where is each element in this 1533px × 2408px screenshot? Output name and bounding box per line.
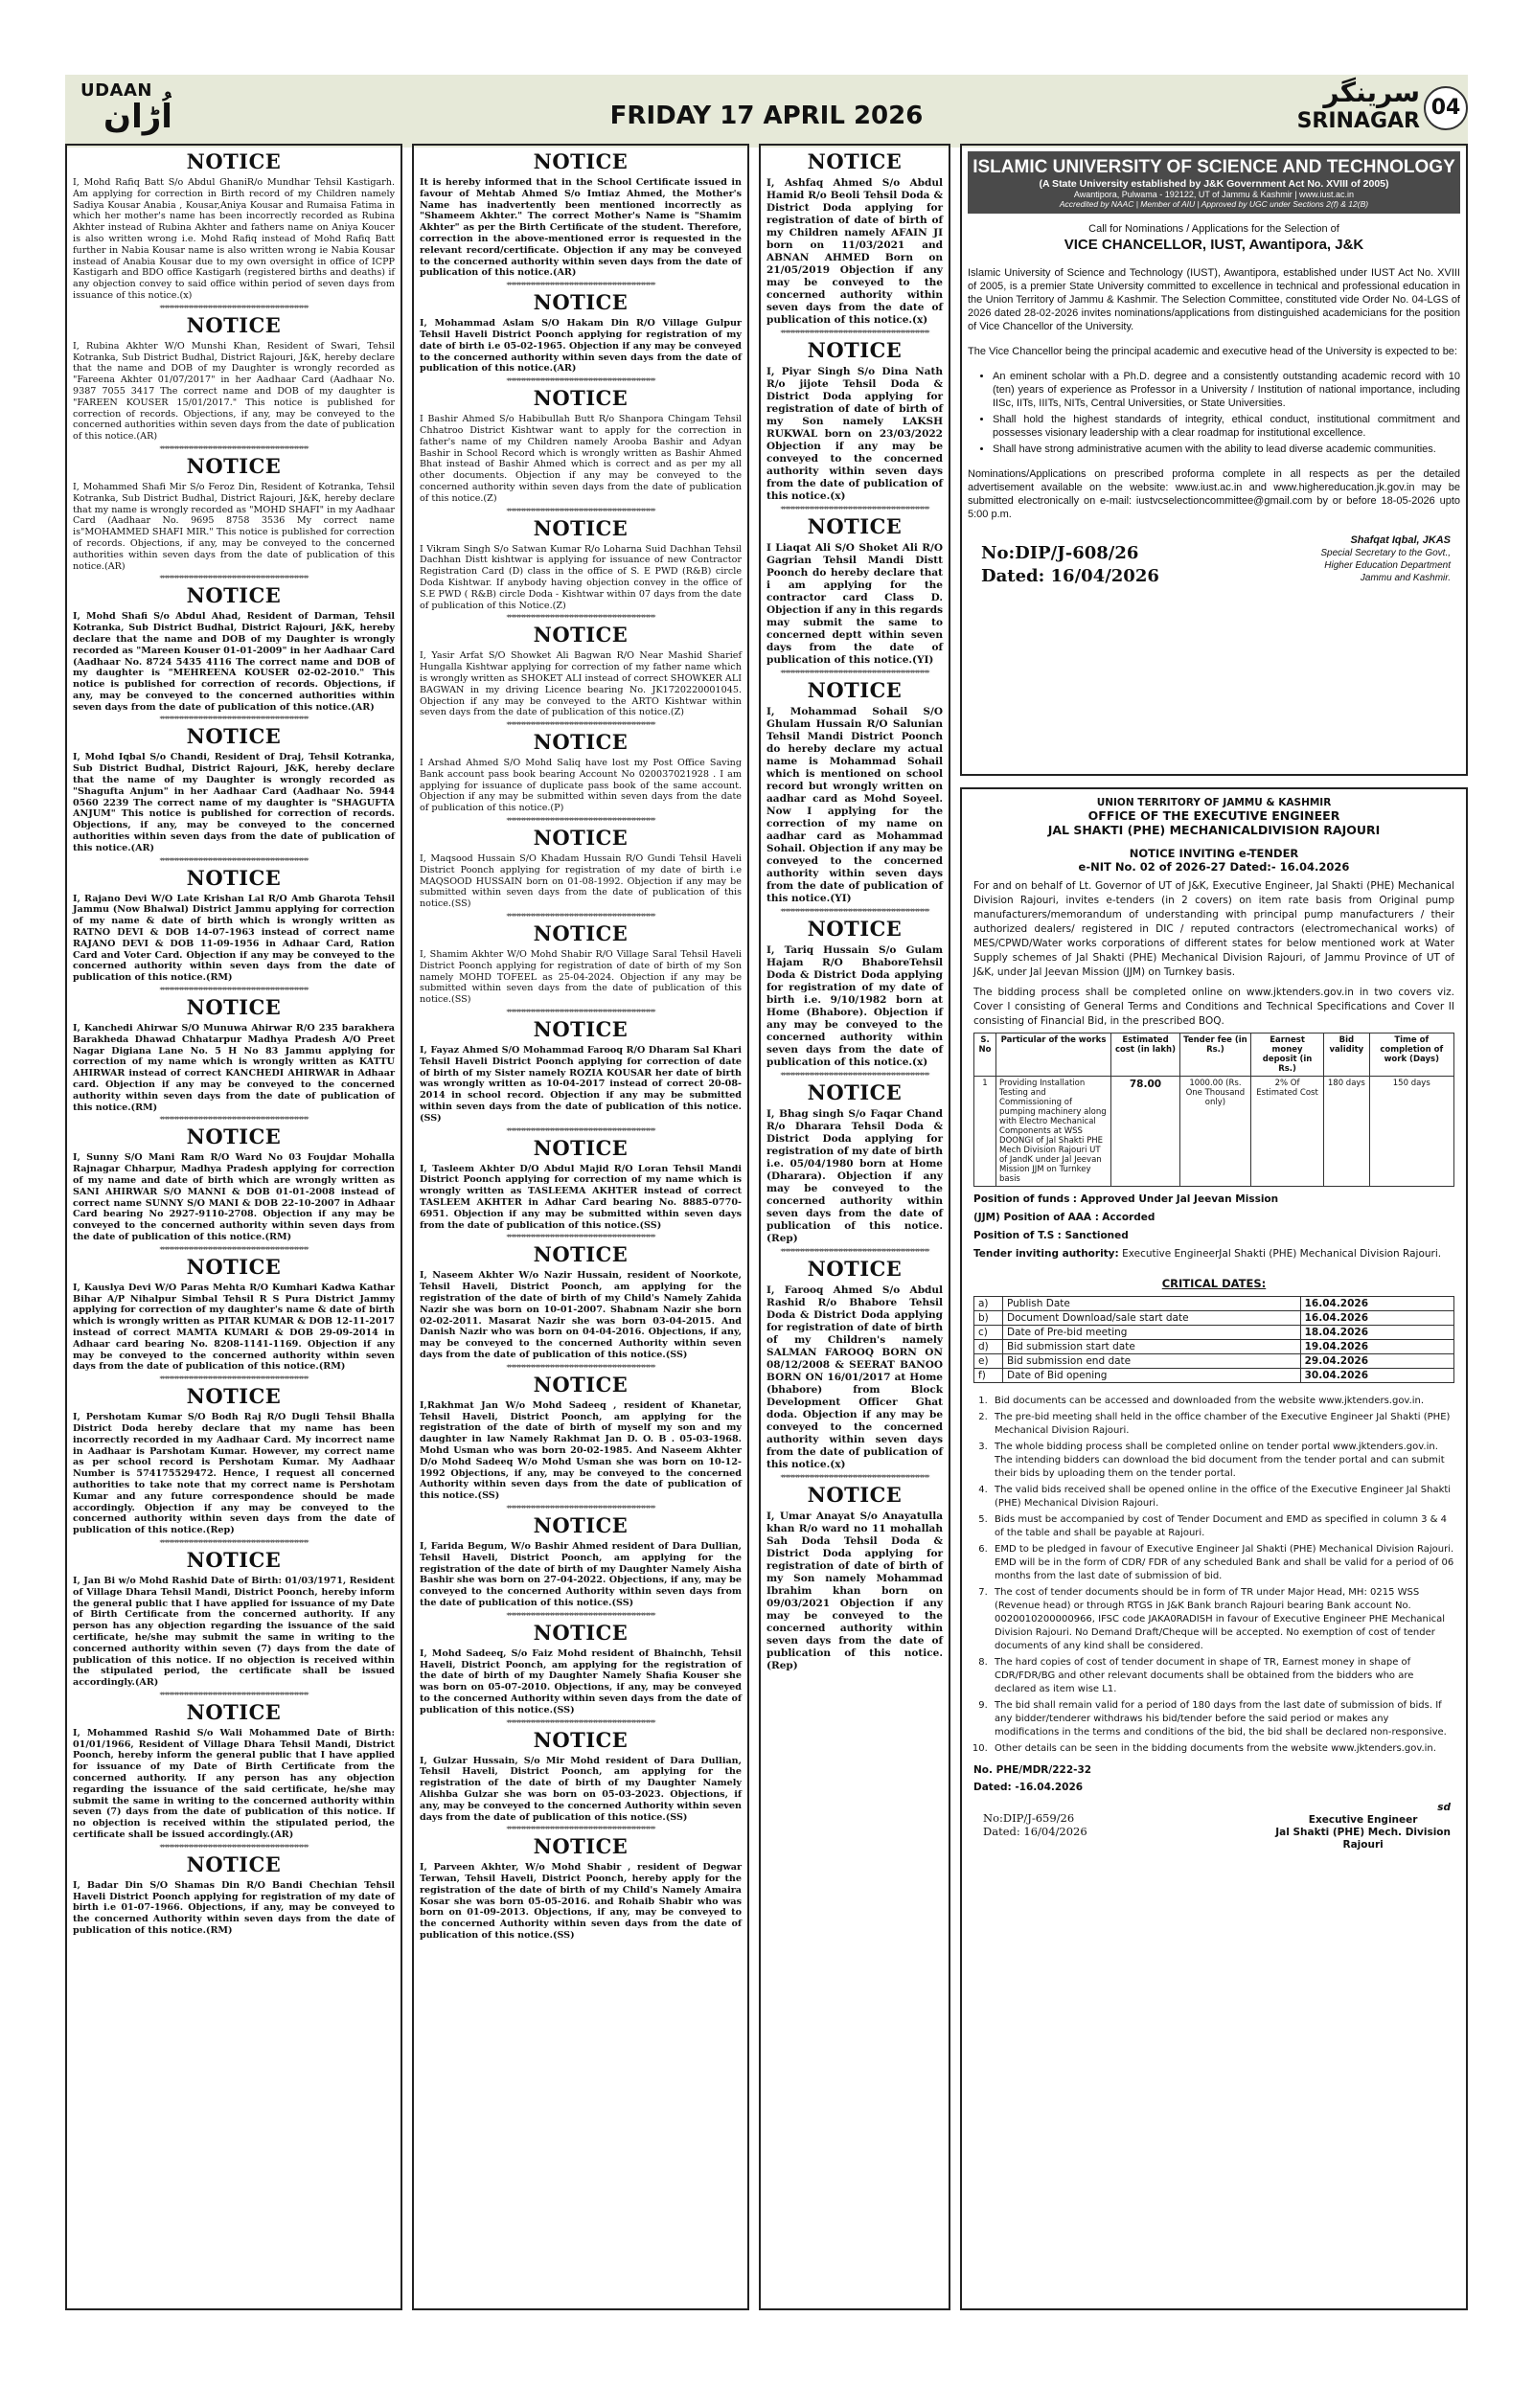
notice-separator: ************************************************************** — [506, 1826, 655, 1834]
funds-value: : Approved Under Jal Jeevan Mission — [1072, 1193, 1279, 1205]
notice-body: I, Kanchedi Ahirwar S/O Munuwa Ahirwar R/O 235 barakhera Barakheda Dhawad Chhatarpur Madhya Pradesh A/O Preet Nagar Digiana Lane No. 5 H No 83 Jammu applying for correction of my name which is wrongly written as KATTU AHIRWAR instead of correct KANCHEDI AHIRWAR in Adhaar card. Objection if any may be conveyed to the concerned authority within seven days from the date of publication of this notice.(RM) — [73, 1023, 395, 1113]
notice-title: NOTICE — [186, 312, 282, 337]
table-cell: Providing Installation Testing and Commissioning of pumping machinery along with Electro Mechanical Components at WSS DOONGI of Jal Shakti PHE Mech Division Rajouri UT of JandK under Jal Jeevan Mission JJM on Turnkey basis — [996, 1077, 1111, 1187]
notice-separator: ************************************************************** — [159, 716, 309, 724]
critical-date-cell: Bid submission end date — [1003, 1354, 1301, 1369]
notice-body: I Liaqat Ali S/O Shoket Ali R/O Gagrian Tehsil Mandi Distt Poonch do hereby declare that i am applying for the contractor card Class D. Objection if any in this regards may submit the same to concerned deptt within seven days from the date of publication of this notice.(YI) — [766, 542, 943, 666]
iust-address: Awantipora, Pulwama - 192122, UT of Jammu & Kashmir | www.iust.ac.in — [1073, 190, 1355, 199]
iust-signature — [1320, 534, 1451, 584]
notice-body: I,Rakhmat Jan W/o Mohd Sadeeq , resident of Khanetar, Tehsil Haveli, District Poonch, am applying for the registration of the date of birth of myself my son and my daughter in law Namely Rakhmat Jan D. O. B . 05-03-1968. Mohd Usman who was born 20-02-1985. And Naseem Akhter D/o Mohd Sadeeq W/o Mohd Usman she was born on 10-12-1992 Objections, if any, may be conveyed to the concerned Authority within seven days from the date of publication of this notice.(SS) — [420, 1399, 742, 1502]
notice-separator: ************************************************************** — [506, 913, 655, 921]
notice-separator: ************************************************************** — [506, 377, 655, 386]
tender-end-ref — [973, 1761, 1454, 1796]
notice-separator: ************************************************************** — [159, 987, 309, 995]
tender-sd: sd — [1437, 1802, 1451, 1813]
notice-body: I, Mohd Shafi S/o Abdul Ahad, Resident of Darman, Tehsil Kotranka, Sub District Budhal, District Rajouri, J&K, hereby declare that the name and DOB of my Daughter is wrongly recorded as "Mareen Kouser 01-01-2009" in her Aadhaar Card (Aadhaar No. 8724 5435 4116 The correct name and DOB of my daughter is "MEHREENA KOUSER 02-02-2010." This notice is published for correction of records. Objections, if any, may be conveyed to the concerned authorities within seven days from the date of publication of this notice.(AR) — [73, 611, 396, 713]
notice — [420, 150, 742, 279]
brand-name-en: UDAAN — [80, 80, 152, 101]
tender-rules-list — [991, 1395, 1454, 1756]
notice-title: NOTICE — [807, 149, 903, 173]
notice — [73, 1256, 395, 1373]
notice — [420, 1374, 742, 1502]
col-header: Particular of the works — [996, 1034, 1111, 1077]
iust-signatory-line: Jammu and Kashmir. — [1360, 573, 1451, 583]
notice-title: NOTICE — [533, 826, 629, 851]
tender-signatory — [1275, 1802, 1451, 1851]
notice-title: NOTICE — [186, 1699, 282, 1724]
notice — [420, 1729, 742, 1824]
notice-body: I, Mohammad Sohail S/O Ghulam Hussain R/O Salunian Tehsil Mandi District Poonch do hereby declare my actual name is Mohammad Sohail which is mentioned on school record but wrongly written on aadhar card as Mohd Soyeel. Now I applying for the correction of my name on aadhar card as Mohammad Sohail. Objection if any may be conveyed to the concerned authority within seven days from the date of publication of this notice.(YI) — [766, 706, 943, 904]
table-cell: 1 — [974, 1077, 996, 1187]
col-header: Bid validity — [1324, 1034, 1369, 1077]
notice-body: I, Yasir Arfat S/O Showket Ali Bagwan R/O Near Mashid Sharief Hungalla Kishtwar applying for correction of my father name which is wrongly written as SHOKET ALI instead of correct SHOWKER ALI BAGWAN in my driving Licence bearing No. JK1720220001045. Objection if any may be conveyed to the ARTO Kishtwar within seven days from the date of publication of this notice.(Z) — [420, 650, 742, 718]
notice-title: NOTICE — [533, 1017, 629, 1042]
notice — [73, 996, 395, 1113]
ts-label: Position of T.S — [973, 1230, 1055, 1241]
tender-dip-ref — [983, 1811, 1087, 1838]
tender-rule: 2. The pre-bid meeting shall held in the office chamber of the Executive Engineer Jal Shakti (PHE) Mechanical Division Rajouri. — [991, 1411, 1454, 1438]
notice-body: I, Parveen Akhter, W/o Mohd Shabir , resident of Degwar Terwan, Tehsil Haveli, District Poonch, hereby apply for the registration of the date of birth of my Child's Namely Amaira Kosar she was born 05-05-2016. and Rohaib Shabir who was born on 01-09-2013. Objections, if any, may be conveyed to the concerned Authority within seven days from the date of publication of this notice.(SS) — [420, 1862, 742, 1942]
critical-date-cell: a) — [974, 1297, 1003, 1311]
notice-body: I, Rubina Akhter W/O Munshi Khan, Resident of Swari, Tehsil Kotranka, Sub District Budhal, District Rajouri, J&K, hereby declare that the name and DOB of my Daughter is wrongly recorded as "Fareena Akhter 01/07/2017" in her Aadhaar Card (Aadhaar No. 9387 7055 3417 The correct name and DOB of my daughter is "FAREEN KOUSER 15/01/2017." This notice is published for correction of records. Objections, if any, may be conveyed to the concerned authorities within seven days from the date of publication of this notice.(AR) — [73, 340, 395, 443]
tender-rule: 10. Other details can be seen in the bidding documents from the website www.jktenders.gov.in. — [991, 1742, 1454, 1756]
iust-call-text: Call for Nominations / Applications for the Selection of — [1088, 223, 1339, 235]
notice-separator: ************************************************************** — [780, 908, 929, 916]
notice — [73, 150, 395, 302]
notice-separator: ************************************************************** — [780, 1072, 929, 1079]
tender-division: JAL SHAKTI (PHE) MECHANICALDIVISION RAJOURI — [1047, 823, 1381, 837]
table-row — [974, 1077, 1454, 1187]
notice-separator: ************************************************************** — [506, 1363, 655, 1372]
notice-title: NOTICE — [186, 1124, 282, 1149]
notice-title: NOTICE — [807, 678, 903, 702]
notice — [73, 1125, 395, 1242]
table-cell: 78.00 — [1111, 1077, 1180, 1187]
iust-signatory-line: Higher Education Department — [1324, 560, 1451, 571]
critical-date-cell: Document Download/sale start date — [1003, 1311, 1301, 1326]
notice-title: NOTICE — [533, 1512, 629, 1537]
tender-rule: 3. The whole bidding process shall be completed online on tender portal www.jktenders.gov.in. The intending bidders can download the bid document from the tender portal and can submit their bids by uploading them on the tender portal. — [991, 1441, 1454, 1481]
notice-title: NOTICE — [186, 1254, 282, 1279]
authority-value: Executive EngineerJal Shakti (PHE) Mechanical Division Rajouri. — [1122, 1248, 1442, 1260]
tender-ut: UNION TERRITORY OF JAMMU & KASHMIR — [1096, 797, 1332, 808]
notice — [766, 1081, 943, 1245]
city-name-ur: سرینگر — [1323, 77, 1420, 108]
notice-separator: ************************************************************** — [159, 856, 309, 865]
notice-separator: ************************************************************** — [159, 1843, 309, 1851]
city-name-en: SRINAGAR — [1296, 109, 1420, 133]
notice — [73, 725, 395, 853]
critical-date-cell: e) — [974, 1354, 1003, 1369]
notice-separator: ************************************************************** — [506, 1504, 655, 1512]
notice-title: NOTICE — [807, 1483, 903, 1507]
notice-body: I, Maqsood Hussain S/O Khadam Hussain R/O Gundi Tehsil Haveli District Poonch applying for registration of my date of birth i.e MAQSOOD HUSSAIN born on 01-08-1992. Objection if any may be submitted within seven days from the date of publication of this notice.(SS) — [420, 853, 742, 910]
aaa-label: (JJM) Position of AAA : — [973, 1212, 1099, 1223]
notice-body: I, Tasleem Akhter D/O Abdul Majid R/O Loran Tehsil Mandi District Poonch applying for correction of my name which is wrongly written as TASLEEMA AKHTER instead of correct TASLEEM AKHTER in Adhar Card bearing No. 8885-0770-6951. Objection if any may be submitted within seven days from the date of publication of this notice.(SS) — [420, 1163, 742, 1231]
notice-separator: ************************************************************** — [780, 329, 929, 337]
notice-body: I, Tariq Hussain S/o Gulam Hajam R/O BhaboreTehsil Doda & District Doda applying for registration of my date of birth i.e. 9/10/1982 born at Home (Bhabore). Objection if any may be conveyed to the concerned authority within seven days from the date of publication of this notice.(x) — [766, 944, 943, 1068]
notice-body: I, Mohd Rafiq Batt S/o Abdul GhaniR/o Mundhar Tehsil Kastigarh. Am applying for correction in Birth record of my Children namely Sadiya Kousar Anabia , Kousar,Aniya Kousar and Rumaisa Fatima in which her mother's name has been incorrectly recorded as Rubina Akhter instead of Rubina Akhter and fathers name on Aniya Koucer is also written wrong i.e. Mohd Rafiq instead of Mohd Rafiq Batt further in Nabia Kousar name is also written wrong ie Nabia Kousar instead of Anabia Kousar due to my own oversight in office of ICPP Kastigarh and BDO office Kastigarh (registered births and deaths) if any objection convey to said office within period of seven days from issuance of this notice.(x) — [73, 177, 395, 301]
notice — [420, 731, 742, 814]
table-cell: 1000.00 (Rs. One Thousand only) — [1179, 1077, 1250, 1187]
notice-separator: ************************************************************** — [159, 1116, 309, 1124]
critical-dates-title: CRITICAL DATES: — [1161, 1277, 1267, 1290]
notice — [766, 339, 943, 503]
critical-date-row — [974, 1354, 1454, 1369]
critical-date-cell: 16.04.2026 — [1300, 1297, 1453, 1311]
tender-dip-no: No:DIP/J-659/26 — [983, 1811, 1075, 1825]
tender-end-date: Dated: -16.04.2026 — [973, 1782, 1084, 1793]
notice-separator: ************************************************************** — [506, 1234, 655, 1242]
tender-rule: 8. The hard copies of cost of tender document in shape of TR, Earnest money in shape of CDR/FDR/BG and other relevant documents shall be obtained from the bidders who are declared as item wise L1. — [991, 1656, 1454, 1696]
notice-title: NOTICE — [533, 1620, 629, 1645]
iust-reference — [981, 542, 1159, 588]
notice-title: NOTICE — [186, 583, 282, 608]
notice-title: NOTICE — [807, 917, 903, 941]
notice-column-3 — [759, 144, 950, 2310]
funds-row — [973, 1191, 1454, 1209]
notice — [420, 1137, 742, 1232]
notice-title: NOTICE — [533, 515, 629, 540]
notice — [766, 918, 943, 1069]
tender-signature-block — [973, 1802, 1454, 1869]
notice-separator: ************************************************************** — [780, 506, 929, 513]
iust-subtitle: (A State University established by J&K Government Act No. XVIII of 2005) — [1039, 178, 1389, 190]
critical-date-row — [974, 1297, 1454, 1311]
tender-intro: For and on behalf of Lt. Governor of UT of J&K, Executive Engineer, Jal Shakti (PHE) Mechanical Division Rajouri, invites e-tenders (in 2 covers) on item rate basis from Original pump manufacturers/memorandum of understanding with principal pump manufacturers / their authorized dealers/ registered in DIC / reputed contractors (electromechanical works) of MES/CPWD/Water works corporations of different states for below mentioned work at Water Supply schemes of Jal Shakti (PHE) Mechanical Division Rajouri, of Jammu Province of UT of J&K, under Jal Jeevan Mission (JJM) on Turnkey basis. — [973, 880, 1454, 978]
tender-signatory-line: Rajouri — [1342, 1839, 1384, 1851]
notice-body: I, Kauslya Devi W/O Paras Mehta R/O Kumhari Kadwa Kathar Bihar A/P Nihalpur Simbal Tehsil R S Pura District Jammy applying for correction of my daughter's name & date of birth which is wrongly written as PITAR KUMAR & DOB 12-11-2017 instead of correct MAMTA KUMARI & DOB 29-09-2014 in Adhaar card bearing No. 8208-1141-1169. Objection if any may be conveyed to the concerned authority within seven days from the date of publication of this notice.(RM) — [73, 1282, 395, 1373]
notice-body: I, Ashfaq Ahmed S/o Abdul Hamid R/o Beoli Tehsil Doda & District Doda applying for registration of date of birth of my Children namely AFAIN JI born on 11/03/2021 and ABNAN AHMED Born on 21/05/2019 Objection if any may be conveyed to the concerned authority within seven days from the date of publication of this notice.(x) — [766, 177, 943, 326]
notice-body: I, Umar Anayat S/o Anayatulla khan R/o ward no 11 mohallah Sah Doda Tehsil Doda & District Doda applying for registration of date of birth of my Son namely Mohammad Ibrahim khan born on 09/03/2021 Objection if any may be conveyed to the concerned authority within seven days from the date of publication of this notice.(Rep) — [766, 1511, 943, 1671]
works-table-header — [974, 1034, 1454, 1077]
tender-office: OFFICE OF THE EXECUTIVE ENGINEER — [1087, 808, 1340, 823]
notice-title: NOTICE — [533, 290, 629, 315]
notice — [766, 150, 943, 327]
notice-body: I, Fayaz Ahmed S/O Mohammad Farooq R/O Dharam Sal Khari Tehsil Haveli District Poonch applying for correction of date of birth of my Sister namely ROZIA KOUSAR her date of birth was wrongly written as 10-04-2017 instead of correct 20-08-2014 in school record. Objection if any may be submitted within seven days from the date of publication of this notice.(SS) — [420, 1045, 742, 1124]
notice — [73, 1549, 395, 1689]
critical-date-cell: Date of Pre-bid meeting — [1003, 1326, 1301, 1340]
notice-title: NOTICE — [533, 1727, 629, 1752]
iust-signatory-line: Special Secretary to the Govt., — [1320, 548, 1451, 558]
notice-separator: ************************************************************** — [159, 1691, 309, 1699]
notice — [420, 517, 742, 612]
tender-positions — [973, 1191, 1454, 1263]
authority-row — [973, 1245, 1454, 1263]
table-cell: 2% Of Estimated Cost — [1250, 1077, 1323, 1187]
critical-date-cell: f) — [974, 1369, 1003, 1383]
notice-title: NOTICE — [533, 921, 629, 946]
tender-rule: 7. The cost of tender documents should be in form of TR under Major Head, MH: 0215 WSS (Revenue head) or through RTGS in J&K Bank branch Rajouri bearing Bank account No. 0020010200000966, IFSC code JAKA0RADISH in favour of Executive Engineer PHE Mechanical Division Rajouri. No Demand Draft/Cheque will be accepted. No exemption of cost of tender documents of any kind shall be considered. — [991, 1586, 1454, 1653]
authority-label: Tender inviting authority: — [973, 1248, 1119, 1260]
critical-date-cell: 30.04.2026 — [1300, 1369, 1453, 1383]
iust-header — [968, 151, 1460, 214]
iust-ref-date: Dated: 16/04/2026 — [981, 566, 1159, 586]
notice-separator: ************************************************************** — [506, 1126, 655, 1135]
notice-separator: ************************************************************** — [506, 507, 655, 515]
notice-column-1 — [65, 144, 402, 2310]
iust-ref-no: No:DIP/J-608/26 — [981, 543, 1139, 563]
notice-separator: ************************************************************** — [780, 670, 929, 677]
tender-title: NOTICE INVITING e-TENDER — [1129, 847, 1299, 860]
notice-title: NOTICE — [186, 1547, 282, 1572]
critical-date-row — [974, 1326, 1454, 1340]
tender-signatory-line: Executive Engineer — [1308, 1814, 1418, 1826]
aaa-row — [973, 1209, 1454, 1227]
notice-title: NOTICE — [533, 1372, 629, 1397]
critical-date-cell: 29.04.2026 — [1300, 1354, 1453, 1369]
notice — [766, 515, 943, 667]
notice-title: NOTICE — [186, 453, 282, 478]
iust-para-1: Islamic University of Science and Technology (IUST), Awantipora, established under IUST Act No. XVIII of 2005, is a premier State University committed to excellence in technical and professional education in the Union Territory of Jammu & Kashmir. The Selection Committee, constituted vide Order No. 04-LGS of 2026 dated 28-02-2026 invites nominations/applications from distinguished academicians for the position of Vice Chancellor of the University. — [968, 267, 1460, 332]
notice-separator: ************************************************************** — [159, 1245, 309, 1254]
ts-row — [973, 1227, 1454, 1245]
iust-criteria-item: • Shall have strong administrative acumen with the ability to lead diverse academic communities. — [993, 443, 1460, 456]
notice — [420, 1243, 742, 1360]
notice-body: I, Mohammed Shafi Mir S/o Feroz Din, Resident of Kotranka, Tehsil Kotranka, Sub District Budhal, District Rajouri, J&K, hereby declare that my name is wrongly recorded as "MOHD SHAFI" in my Aadhaar Card (Aadhaar No. 9695 8758 3536 My correct name is"MOHAMMED SHAFI MIR." This notice is published for correction of records. Objections, if any, may be conveyed to the concerned authorities within seven days from the date of publication of this notice.(AR) — [73, 481, 395, 572]
notice-title: NOTICE — [186, 995, 282, 1020]
notice-separator: ************************************************************** — [159, 575, 309, 583]
notice — [766, 1258, 943, 1471]
tender-end-no: No. PHE/MDR/222-32 — [973, 1764, 1092, 1776]
notice-title: NOTICE — [533, 1834, 629, 1859]
notice — [73, 1385, 395, 1536]
brand-name-ur: اُڑان — [103, 98, 172, 136]
tender-intro-2: The bidding process shall be completed online on www.jktenders.gov.in in two covers viz. Cover I consisting of General Terms and Conditions and Technical Specifications and Cover II consisting of Financial Bid, in the prescribed BOQ. — [973, 987, 1454, 1027]
col-header: Earnest money deposit (in Rs.) — [1250, 1034, 1323, 1077]
notice — [420, 1622, 742, 1716]
notice-separator: ************************************************************** — [506, 1718, 655, 1727]
notice-separator: ************************************************************** — [780, 1474, 929, 1482]
iust-criteria-item: • An eminent scholar with a Ph.D. degree and a consistently outstanding academic record with 10 (ten) years of experience as Professor in a University / Institution of national importance, including IISc, IITs, IIITs, NITs, Central Universities, or State Universities. — [993, 370, 1460, 410]
iust-advertisement — [960, 144, 1468, 776]
iust-para-3: Nominations/Applications on prescribed proforma complete in all respects as per the detailed advertisement available on the website: www.iust.ac.in and www.highereducation.jk.gov.in may be submitted electronically on e-mail: iustvcselectioncommittee@gmail.com by or before 18-05-2026 upto 5:00 p.m. — [968, 468, 1460, 520]
notice — [420, 387, 742, 504]
notice — [73, 314, 395, 443]
notice-separator: ************************************************************** — [506, 614, 655, 623]
notice-body: I, Farooq Ahmed S/o Abdul Rashid R/o Bhabore Tehsil Doda & District Doda applying for registration of date of birth of my Children's namely SALMAN FAROOQ BORN ON 08/12/2008 & SEERAT BANOO BORN ON 16/01/2017 at Home (bhabore) from Block Development Officer Ghat doda. Objection if any may be conveyed to the concerned authority within seven days from the date of publication of this notice.(x) — [766, 1284, 943, 1470]
notice-body: I, Bhag singh S/o Faqar Chand R/o Dharara Tehsil Doda & District Doda applying for registration of my date of birth i.e. 05/04/1980 born at Home (Dharara). Objection if any may be conveyed to the concerned authority within seven days from the date of publication of this notice. (Rep) — [766, 1108, 943, 1244]
notice-body: I, Mohd Sadeeq, S/o Faiz Mohd resident of Bhainchh, Tehsil Haveli, District Poonch, am applying for the registration of the date of birth of my Daughter Namely Shafia Kouser she was born on 05-07-2010. Objections, if any, may be conveyed to the concerned Authority within seven days from the date of publication of this notice.(SS) — [420, 1647, 742, 1715]
tender-rule: 6. EMD to be pledged in favour of Executive Engineer Jal Shakti (PHE) Mechanical Division Rajouri. EMD will be in the form of CDR/ FDR of any scheduled Bank and shall be valid for a period of 06 months from the last date of submission of bid. — [991, 1543, 1454, 1583]
notice-title: NOTICE — [807, 514, 903, 538]
critical-date-row — [974, 1369, 1454, 1383]
notice-column-2 — [412, 144, 749, 2310]
notice-title: NOTICE — [533, 149, 629, 173]
notice-separator: ************************************************************** — [506, 282, 655, 290]
notice-title: NOTICE — [186, 1384, 282, 1409]
notice-title: NOTICE — [186, 724, 282, 749]
notice — [420, 922, 742, 1006]
notice-title: NOTICE — [533, 730, 629, 755]
critical-dates-table — [973, 1296, 1454, 1383]
iust-criteria-list — [993, 370, 1460, 456]
ts-value: : Sanctioned — [1057, 1230, 1129, 1241]
notice-body: I, Shamim Akhter W/O Mohd Shabir R/O Village Saral Tehsil Haveli District Poonch applying for registration of date of birth of my Son namely MOHD TOFEEL as 25-04-2024. Objection if any may be submitted within seven days from the date of publication of this notice.(SS) — [420, 949, 742, 1006]
notice — [420, 291, 742, 375]
notice-separator: ************************************************************** — [506, 721, 655, 730]
notice-separator: ************************************************************** — [506, 817, 655, 826]
critical-date-cell: c) — [974, 1326, 1003, 1340]
notice-body: I, Piyar Singh S/o Dina Nath R/o jijote Tehsil Doda & District Doda applying for registration of date of birth of my Son namely LAKSH RUKWAL born on 23/03/2022 Objection if any may be conveyed to the concerned authority within seven days from the date of publication of this notice.(x) — [766, 366, 943, 502]
funds-label: Position of funds — [973, 1193, 1070, 1205]
tender-notice — [960, 787, 1468, 2310]
notice-body: I, Naseem Akhter W/o Nazir Hussain, resident of Noorkote, Tehsil Haveli, District Poonch, am applying for the registration of the date of birth of my Child's Namely Zahida Nazir she was born on 10-01-2007. Shabnam Nazir she born 02-02-2011. Masarat Nazir she was born 03-04-2015. And Danish Nazir who was born on 04-04-2016. Objections, if any, may be conveyed to the concerned Authority within seven days from the date of publication of this notice.(SS) — [420, 1270, 742, 1360]
critical-date-row — [974, 1311, 1454, 1326]
critical-date-row — [974, 1340, 1454, 1354]
notice — [73, 1701, 395, 1841]
tender-dip-date: Dated: 16/04/2026 — [983, 1825, 1087, 1838]
notice — [73, 867, 395, 984]
notice — [420, 1835, 742, 1942]
notice-body: I, Mohammad Aslam S/O Hakam Din R/O Village Gulpur Tehsil Haveli District Poonch applying for registration of my date of birth i.e 05-02-1965. Objection if any may be conveyed to the concerned authority within seven days from the date of publication of this notice.(AR) — [420, 318, 742, 375]
notice — [766, 1484, 943, 1672]
tender-rule: 4. The valid bids received shall be opened online in the office of the Executive Engineer Jal Shakti (PHE) Mechanical Division Rajouri. — [991, 1484, 1454, 1511]
notice-body: I, Badar Din S/O Shamas Din R/O Bandi Chechian Tehsil Haveli District Poonch applying for registration of my date of birth i.e 01-07-1966. Objections, if any, may be conveyed to the concerned Authority within seven days from the date of publication of this notice.(RM) — [73, 1879, 395, 1937]
notice-title: NOTICE — [533, 1242, 629, 1267]
table-cell: 150 days — [1369, 1077, 1453, 1187]
city-label — [1297, 77, 1420, 133]
notice-body: I, Rajano Devi W/O Late Krishan Lal R/O Amb Gharota Tehsil Jammu (Now Bhalwal) District Jammu applying for correction of my name & date of birth which is wrongly written as RATNO DEVI & DOB 14-07-1963 instead of correct name RAJANO DEVI & DOB 11-09-1956 in Adhaar Card, Ration Card and Voter Card. Objection if any may be conveyed to the concerned authority within seven days from the date of publication of this notice.(RM) — [73, 893, 395, 984]
iust-post: VICE CHANCELLOR, IUST, Awantipora, J&K — [1064, 237, 1364, 253]
notice-title: NOTICE — [807, 1257, 903, 1281]
tender-rule: 5. Bids must be accompanied by cost of Tender Document and EMD as specified in column 3 & 4 of the table and shall be payable at Rajouri. — [991, 1513, 1454, 1540]
notice — [73, 455, 395, 572]
notice-separator: ************************************************************** — [159, 444, 309, 453]
critical-date-cell: Date of Bid opening — [1003, 1369, 1301, 1383]
iust-accreditation: Accredited by NAAC | Member of AIU | Approved by UGC under Sections 2(f) & 12(B) — [1059, 199, 1369, 209]
notice-separator: ************************************************************** — [780, 1248, 929, 1256]
iust-criteria-item: • Shall hold the highest standards of integrity, ethical conduct, institutional commitment and possesses visionary leadership with a clear roadmap for institutional excellence. — [993, 413, 1460, 440]
critical-date-cell: 18.04.2026 — [1300, 1326, 1453, 1340]
tender-enit: e-NIT No. 02 of 2026-27 Dated:- 16.04.2026 — [1078, 860, 1350, 874]
notice-title: NOTICE — [533, 1135, 629, 1160]
iust-call — [968, 223, 1460, 253]
notice-body: I, Gulzar Hussain, S/o Mir Mohd resident of Dara Dullian, Tehsil Haveli, District Poonch, am applying for the registration of the date of birth of my Daughter Namely Alishba Gulzar she was born on 05-03-2023. Objections, if any, may be conveyed to the concerned Authority within seven days from the date of publication of this notice.(SS) — [420, 1755, 742, 1823]
critical-date-cell: Publish Date — [1003, 1297, 1301, 1311]
iust-para-2: The Vice Chancellor being the principal academic and executive head of the University is expected to be: — [968, 346, 1457, 357]
notice-separator: ************************************************************** — [159, 1375, 309, 1384]
aaa-value: Accorded — [1102, 1212, 1155, 1223]
notice-title: NOTICE — [533, 623, 629, 647]
notice — [766, 679, 943, 905]
masthead — [65, 75, 1468, 148]
notice — [420, 624, 742, 718]
critical-date-cell: d) — [974, 1340, 1003, 1354]
notice — [73, 1853, 395, 1937]
notice-body: It is hereby informed that in the School Certificate issued in favour of Mehtab Ahmed S/o Imtiaz Ahmed, the Mother's Name has inadvertently been mentioned incorrectly as "Shameem Akhter." The correct Mother's Name is "Shamim Akhter" as per the Birth Certificate of the student. Therefore, correction in the above-mentioned error is requested in the relevant record/certificate. Objection if any may be conveyed to the concerned authority within seven days from the date of publication of this notice.(AR) — [420, 177, 742, 279]
notice-body: I, Mohammed Rashid S/o Wali Mohammed Date of Birth: 01/01/1966, Resident of Village Dhara Tehsil Mandi, District Poonch, hereby inform the general public that I have applied for issuance of my Date of Birth Certificate from the concerned authority. If any person has any objection regarding the issuance of the said certificate, he/she may submit the same in writing to the concerned authority within seven (7) days from the date of publication of this notice. If no objection is received within the stipulated period, the certificate shall be issued accordingly.(AR) — [73, 1727, 395, 1841]
notice-separator: ************************************************************** — [159, 1538, 309, 1547]
notice — [420, 827, 742, 910]
notice-body: I, Sunny S/O Mani Ram R/O Ward No 03 Foujdar Mohalla Rajnagar Chharpur, Madhya Pradesh applying for correction of my name and date of birth which are wrongly written as SANI AHIRWAR S/O MANNI & DOB 01-01-2008 instead of correct name SUNNY S/O MANI & DOB 22-10-2007 in Adhaar Card bearing No 2927-9110-2708. Objection if any may be conveyed to the concerned authority within seven days from the date of publication of this notice.(RM) — [73, 1152, 395, 1242]
iust-footer — [968, 534, 1460, 621]
iust-signatory-name: Shafqat Iqbal, JKAS — [1350, 534, 1451, 546]
notice-body: I, Jan Bi w/o Mohd Rashid Date of Birth: 01/03/1971, Resident of Village Dhara Tehsil Mandi, District Poonch, hereby inform the general public that I have applied for issuance of my Date of Birth Certificate from the concerned authority. If any person has any objection regarding the issuance of the said certificate, he/she may submit the same in writing to the concerned authority within seven (7) days from the date of publication of this notice. If no objection is received within the stipulated period, the certificate shall be issued accordingly.(AR) — [73, 1575, 395, 1689]
notice-separator: ************************************************************** — [159, 304, 309, 312]
tender-rule: 1. Bid documents can be accessed and downloaded from the website www.jktenders.gov.in. — [991, 1395, 1454, 1408]
notice-separator: ************************************************************** — [506, 1009, 655, 1017]
col-header: Estimated cost (in lakh) — [1111, 1034, 1180, 1077]
notice-body: I Arshad Ahmed S/O Mohd Saliq have lost my Post Office Saving Bank account pass book bearing Account No 020037021928 . I am applying for issuance of duplicate pass book of the same account. Objection if any may be submitted within seven days from the date of publication of this notice.(P) — [420, 758, 742, 814]
notice — [420, 1018, 742, 1124]
tender-rule: 9. The bid shall remain valid for a period of 180 days from the last date of submission of bids. If any bidder/tenderer withdraws his bid/tender before the said period or makes any modifications in the terms and conditions of the bid, the bid shall be declared non-responsive. — [991, 1699, 1454, 1739]
critical-date-cell: 16.04.2026 — [1300, 1311, 1453, 1326]
notice-body: I Vikram Singh S/o Satwan Kumar R/o Loharna Suid Dachhan Tehsil Dachhan Distt kishtwar is applying for issuance of new Contractor Registration Card (D) class in the office of S. E PWD (R&B) circle Doda Kishtwar. If anybody having objection convey in the office of S.E PWD ( R&B) circle Doda - Kishtwar within 07 days from the date of publication of this Notice.(Z) — [420, 543, 742, 611]
notice-title: NOTICE — [533, 386, 629, 411]
iust-body — [968, 266, 1460, 521]
notice-body: I Bashir Ahmed S/o Habibullah Butt R/o Shanpora Chingam Tehsil Chhatroo District Kishtwar want to apply for the correction in father's name of my Children namely Arooba Bashir and Adyan Bashir in School Record which is wrongly written as Bashir Ahmed Bhat instead of Bashir Ahmed which is correct and as per my all other documents. Objection if any may be conveyed to the concerned authority within seven days from the date of publication of this notice.(Z) — [420, 414, 742, 504]
notice-title: NOTICE — [807, 338, 903, 362]
notice — [420, 1514, 742, 1609]
issue-date: FRIDAY 17 APRIL 2026 — [609, 102, 924, 130]
critical-date-cell: 19.04.2026 — [1300, 1340, 1453, 1354]
notice-title: NOTICE — [186, 149, 282, 173]
table-cell: 180 days — [1324, 1077, 1369, 1187]
col-header: Time of completion of work (Days) — [1369, 1034, 1453, 1077]
notice-body: I, Mohd Iqbal S/o Chandi, Resident of Draj, Tehsil Kotranka, Sub District Budhal, District Rajouri, J&K, hereby declare that the name of my Daughter is wrongly recorded as "Shagufta Anjum" in her Aadhaar Card (Aadhaar No. 5944 0560 2239 The correct name of my daughter is "SHAGUFTA ANJUM" This notice is published for correction of records. Objections, if any, may be conveyed to the concerned authorities within seven days from the date of publication of this notice.(AR) — [73, 752, 395, 853]
notice-body: I, Farida Begum, W/o Bashir Ahmed resident of Dara Dullian, Tehsil Haveli, District Poonch, am applying for the registration of the date of birth of my Daughter Namely Aisha Bashir she was born on 27-04-2022. Objections, if any, may be conveyed to the concerned Authority within seven days from the date of publication of this notice.(SS) — [420, 1540, 742, 1608]
critical-date-cell: b) — [974, 1311, 1003, 1326]
iust-title: ISLAMIC UNIVERSITY OF SCIENCE AND TECHNOLOGY — [972, 157, 1455, 177]
col-header: Tender fee (in Rs.) — [1179, 1034, 1250, 1077]
notice-title: NOTICE — [186, 1851, 282, 1876]
page-number: 04 — [1424, 86, 1468, 130]
notice-title: NOTICE — [807, 1080, 903, 1104]
works-table — [973, 1033, 1454, 1187]
notice — [73, 584, 395, 713]
tender-signatory-line: Jal Shakti (PHE) Mech. Division — [1275, 1827, 1451, 1838]
notice-title: NOTICE — [186, 865, 282, 890]
col-header: S. No — [974, 1034, 996, 1077]
critical-date-cell: Bid submission start date — [1003, 1340, 1301, 1354]
notice-separator: ************************************************************** — [506, 1611, 655, 1620]
notice-body: I, Pershotam Kumar S/O Bodh Raj R/O Dugli Tehsil Bhalla District Doda hereby declare that my name has been incorrectly recorded in my Aadhaar Card. My incorrect name in Aadhaar is Parshotam Kumar. However, my correct name as per school record is Pershotam Kumar. My Aadhaar Number is 574175529472. Hence, I request all concerned authorities to take note that my correct name is Pershotam Kumar and any future correspondence should be made accordingly. Objection if any may be conveyed to the concerned authority within seven days from the date of publication of this notice.(Rep) — [73, 1412, 395, 1536]
